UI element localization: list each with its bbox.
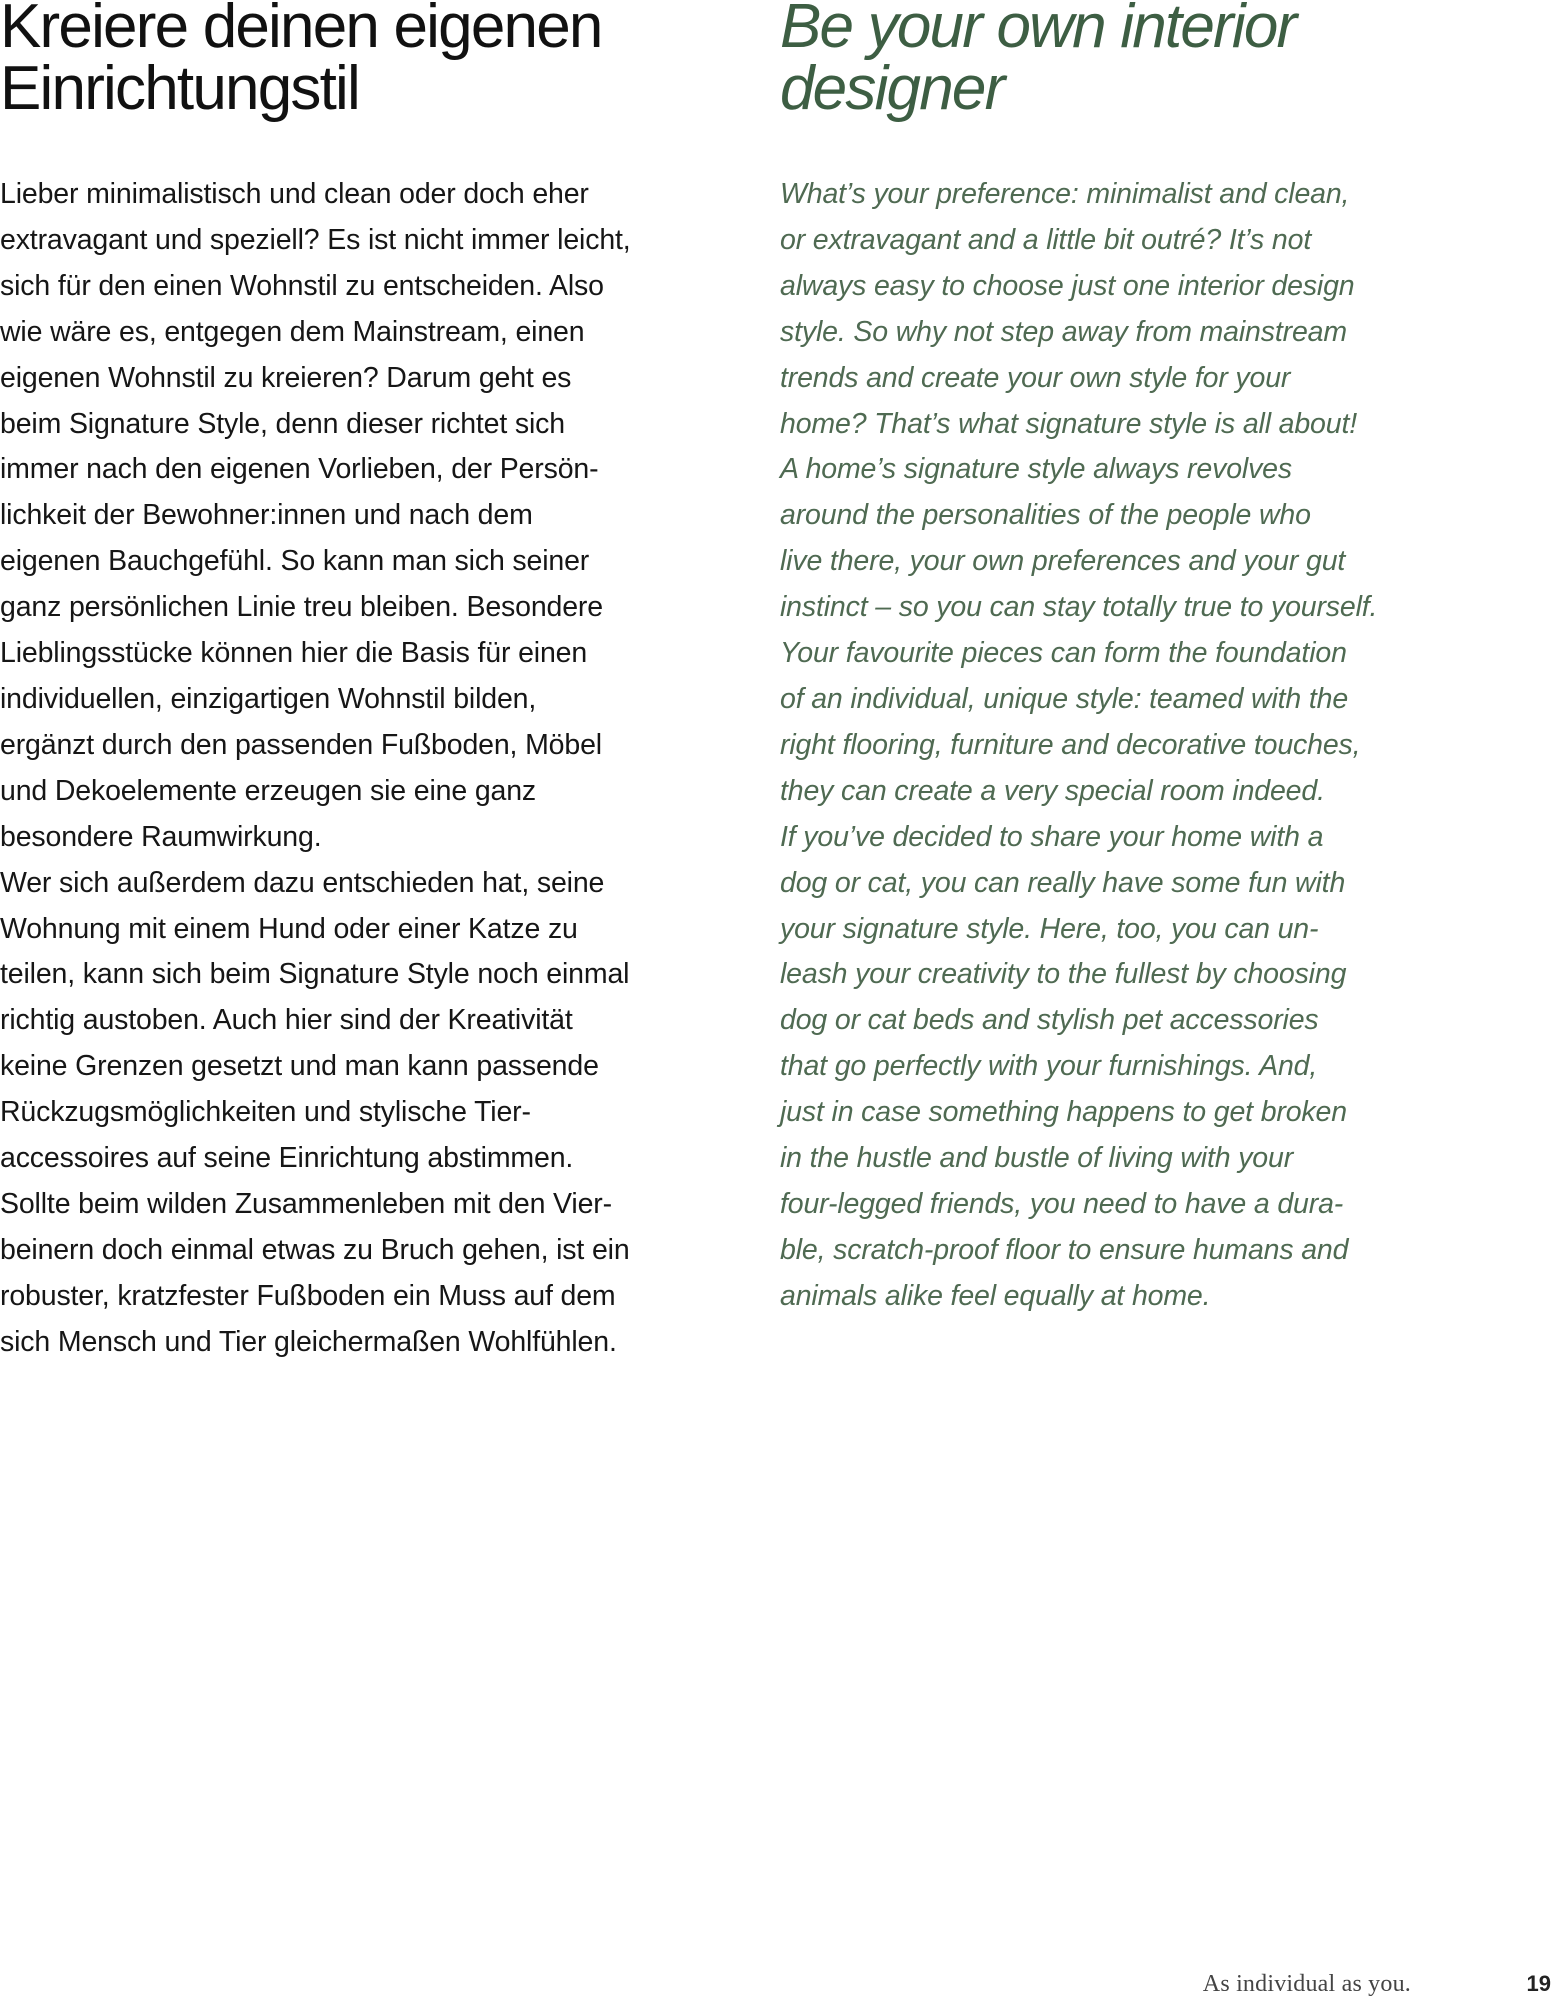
english-title-line: designer [780, 54, 1004, 123]
german-title [0, 0, 720, 123]
german-text-line: wie wäre es, entgegen dem Mainstream, einen [0, 315, 585, 348]
english-text-line: Your favourite pieces can form the foundation [780, 637, 1347, 670]
english-text-line: style. So why not step away from mainstream [780, 315, 1347, 348]
german-text-line: beim Signature Style, denn dieser richtet sich [0, 407, 565, 440]
german-text-line: accessoires auf seine Einrichtung abstimmen. [0, 1142, 574, 1175]
german-text-line: eigenen Wohnstil zu kreieren? Darum geht es [0, 361, 572, 394]
english-text-line: they can create a very special room indeed. [780, 774, 1325, 807]
german-text-line: sich für den einen Wohnstil zu entscheiden. Also [0, 269, 604, 302]
english-text-line: that go perfectly with your furnishings. And, [780, 1050, 1318, 1083]
english-text-line: home? That’s what signature style is all about! [780, 407, 1357, 440]
page-number: 19 [1526, 1971, 1551, 1996]
english-text-line: dog or cat, you can really have some fun with [780, 866, 1346, 899]
german-text-line: individuellen, einzigartigen Wohnstil bilden, [0, 682, 537, 715]
english-text-line: your signature style. Here, too, you can un- [780, 912, 1319, 945]
english-paragraph [780, 172, 1520, 1320]
german-text-line: Rückzugsmöglichkeiten und stylische Tier- [0, 1096, 531, 1129]
english-text-line: trends and create your own style for your [780, 361, 1291, 394]
german-text-line: Lieblingsstücke können hier die Basis für einen [0, 637, 588, 670]
german-text-line: lichkeit der Bewohner:innen und nach dem [0, 499, 533, 532]
german-paragraph [0, 172, 720, 1366]
english-text-line: four-legged friends, you need to have a dura- [780, 1187, 1344, 1220]
german-text-line: Wer sich außerdem dazu entschieden hat, seine [0, 866, 605, 899]
english-text-line: in the hustle and bustle of living with your [780, 1142, 1294, 1175]
english-text-line: animals alike feel equally at home. [780, 1279, 1211, 1312]
english-text-line: live there, your own preferences and your gut [780, 545, 1346, 578]
english-text-line: ble, scratch-proof floor to ensure humans and [780, 1233, 1349, 1266]
english-title-line: Be your own interior [780, 0, 1296, 61]
english-column [780, 0, 1520, 1320]
german-text-line: extravagant und speziell? Es ist nicht immer leicht, [0, 223, 631, 256]
page-footer [0, 1968, 1559, 2000]
english-text-line: of an individual, unique style: teamed with the [780, 682, 1349, 715]
english-text-line: A home’s signature style always revolves [780, 453, 1292, 486]
german-text-line: Wohnung mit einem Hund oder einer Katze zu [0, 912, 578, 945]
german-text-line: sich Mensch und Tier gleichermaßen Wohlfühlen. [0, 1325, 617, 1358]
german-text-line: eigenen Bauchgefühl. So kann man sich seiner [0, 545, 590, 578]
german-text-line: richtig austoben. Auch hier sind der Kreativität [0, 1004, 573, 1037]
german-text-line: besondere Raumwirkung. [0, 820, 322, 853]
german-text-line: beinern doch einmal etwas zu Bruch gehen, ist ein [0, 1233, 630, 1266]
english-text-line: instinct – so you can stay totally true to yourself. [780, 591, 1378, 624]
english-text-line: leash your creativity to the fullest by choosing [780, 958, 1347, 991]
footer-tagline: As individual as you. [1202, 1971, 1411, 1997]
german-text-line: Sollte beim wilden Zusammenleben mit den Vier- [0, 1187, 612, 1220]
english-text-line: If you’ve decided to share your home with a [780, 820, 1324, 853]
german-text-line: ergänzt durch den passenden Fußboden, Möbel [0, 728, 602, 761]
german-title-line: Kreiere deinen eigenen [0, 0, 602, 61]
german-column [0, 0, 720, 1366]
german-text-line: und Dekoelemente erzeugen sie eine ganz [0, 774, 537, 807]
english-text-line: What’s your preference: minimalist and clean, [780, 178, 1350, 210]
english-title [780, 0, 1520, 123]
english-text-line: right flooring, furniture and decorative touches, [780, 728, 1361, 761]
german-title-line: Einrichtungstil [0, 54, 359, 123]
english-text-line: always easy to choose just one interior design [780, 269, 1355, 302]
english-text-line: or extravagant and a little bit outré? It’s not [780, 223, 1312, 256]
english-text-line: dog or cat beds and stylish pet accessories [780, 1004, 1319, 1037]
german-text-line: robuster, kratzfester Fußboden ein Muss auf dem [0, 1279, 616, 1312]
english-text-line: just in case something happens to get broken [780, 1096, 1347, 1129]
german-text-line: ganz persönlichen Linie treu bleiben. Besondere [0, 591, 603, 624]
german-text-line: keine Grenzen gesetzt und man kann passende [0, 1050, 599, 1083]
german-text-line: immer nach den eigenen Vorlieben, der Persön- [0, 453, 599, 486]
german-text-line: Lieber minimalistisch und clean oder doch eher [0, 178, 589, 210]
german-text-line: teilen, kann sich beim Signature Style noch einmal [0, 958, 630, 991]
english-text-line: around the personalities of the people who [780, 499, 1311, 532]
